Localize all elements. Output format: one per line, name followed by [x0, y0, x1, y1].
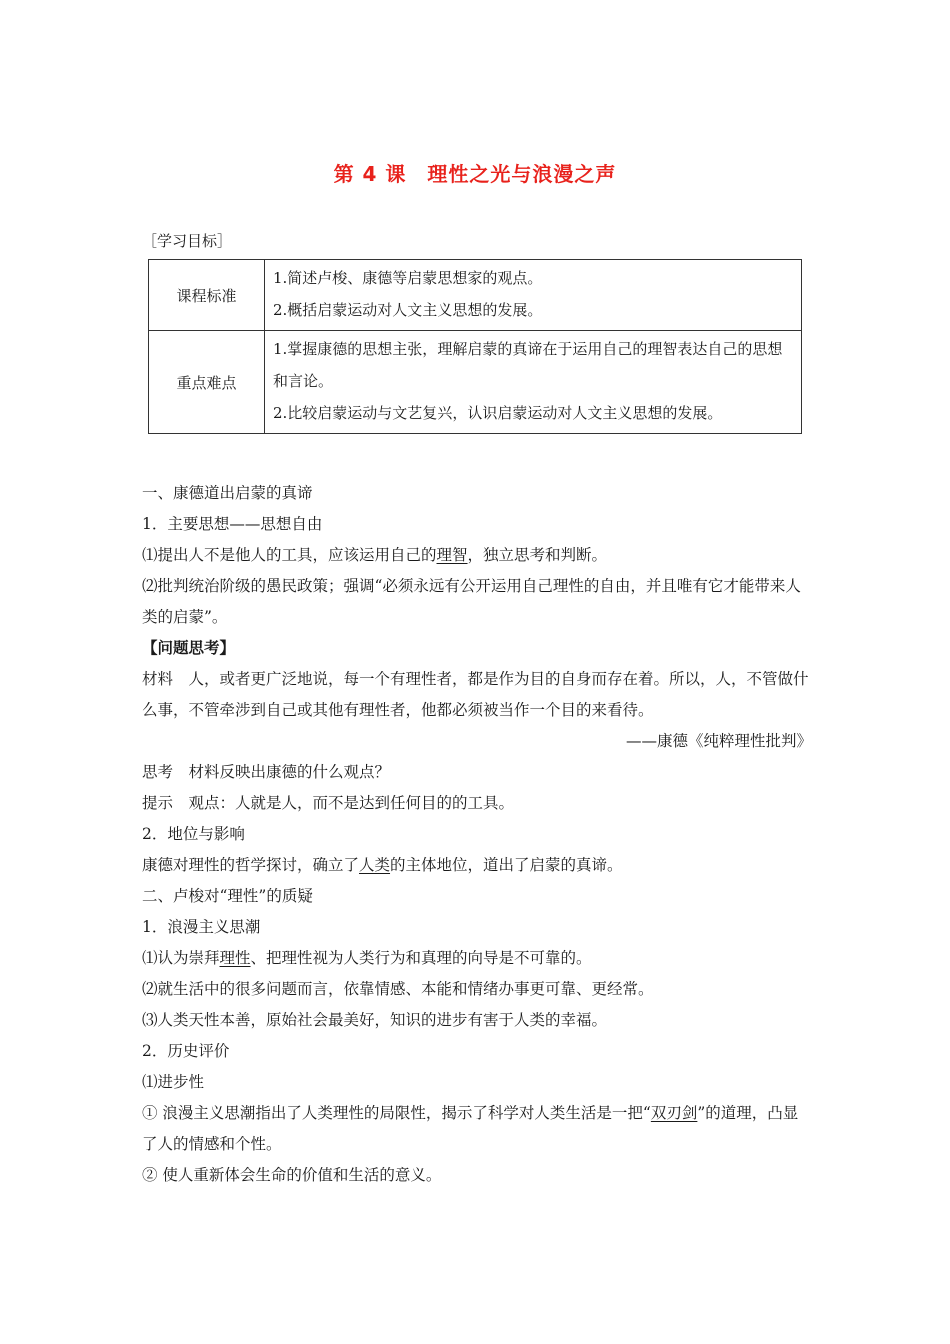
subsection-heading: 2．地位与影响 [142, 825, 245, 843]
learning-goals-label: ［学习目标］ [142, 232, 233, 250]
page-title: 第 4 课 理性之光与浪漫之声 [333, 162, 617, 186]
subsection-heading: 1．浪漫主义思潮 [142, 918, 261, 936]
goal-item: 1.简述卢梭、康德等启蒙思想家的观点。 [273, 269, 543, 287]
quote-source: ——康德《纯粹理性批判》 [625, 732, 812, 750]
paragraph: ⑵就生活中的很多问题而言，依靠情感、本能和情绪办事更可靠、更经常。 [142, 980, 654, 998]
key-term: 理性 [219, 949, 251, 967]
subsection-heading: ⑴进步性 [142, 1073, 205, 1091]
paragraph [142, 540, 812, 571]
table-row [149, 260, 802, 331]
text-run: ，独立思考和判断。 [467, 546, 608, 564]
paragraph [142, 1098, 812, 1160]
text-run: 的主体地位，道出了启蒙的真谛。 [390, 856, 623, 874]
section-heading: 一、康德道出启蒙的真谛 [142, 484, 313, 502]
paragraph: ⑶人类天性本善，原始社会最美好，知识的进步有害于人类的幸福。 [142, 1011, 608, 1029]
text-run: ① 浪漫主义思潮指出了人类理性的局限性，揭示了科学对人类生活是一把“ [142, 1104, 651, 1122]
key-term: 人类 [359, 856, 391, 874]
learning-goals-table [148, 259, 802, 434]
paragraph: ⑵批判统治阶级的愚民政策；强调“必须永远有公开运用自己理性的自由，并且唯有它才能带来人类的启蒙”。 [142, 577, 801, 626]
section-heading: 二、卢梭对“理性”的质疑 [142, 887, 313, 905]
goal-item: 2.概括启蒙运动对人文主义思想的发展。 [273, 301, 543, 319]
table-row [149, 331, 802, 434]
text-run: ⑴认为崇拜 [142, 949, 220, 967]
text-run: ⑴提出人不是他人的工具，应该运用自己的 [142, 546, 437, 564]
goal-row-head: 重点难点 [149, 331, 265, 434]
goal-row-body [265, 260, 802, 331]
paragraph [142, 850, 812, 881]
goal-item: 1.掌握康德的思想主张，理解启蒙的真谛在于运用自己的理智表达自己的思想和言论。 [273, 340, 783, 390]
text-run: 康德对理性的哲学探讨，确立了 [142, 856, 360, 874]
goal-row-head: 课程标准 [149, 260, 265, 331]
key-term: 理智 [436, 546, 468, 564]
subsection-heading: 2．历史评价 [142, 1042, 230, 1060]
question: 思考 材料反映出康德的什么观点？ [142, 763, 391, 781]
text-run: ”的道理，凸显了人的情感和个性。 [142, 1104, 799, 1153]
paragraph: ② 使人重新体会生命的价值和生活的意义。 [142, 1166, 442, 1184]
paragraph [142, 943, 812, 974]
key-term: 双刃剑 [650, 1104, 698, 1122]
think-label: 【问题思考】 [142, 639, 236, 657]
goal-row-body [265, 331, 802, 434]
material-quote: 材料 人，或者更广泛地说，每一个有理性者，都是作为目的自身而存在着。所以，人，不管做什么事，不管牵涉到自己或其他有理性者，他都必须被当作一个目的来看待。 [142, 670, 809, 719]
subsection-heading: 1．主要思想——思想自由 [142, 515, 323, 533]
text-run: 、把理性视为人类行为和真理的向导是不可靠的。 [250, 949, 592, 967]
hint: 提示 观点：人就是人，而不是达到任何目的的工具。 [142, 794, 515, 812]
goal-item: 2.比较启蒙运动与文艺复兴，认识启蒙运动对人文主义思想的发展。 [273, 404, 723, 422]
lesson-content [142, 478, 812, 1191]
